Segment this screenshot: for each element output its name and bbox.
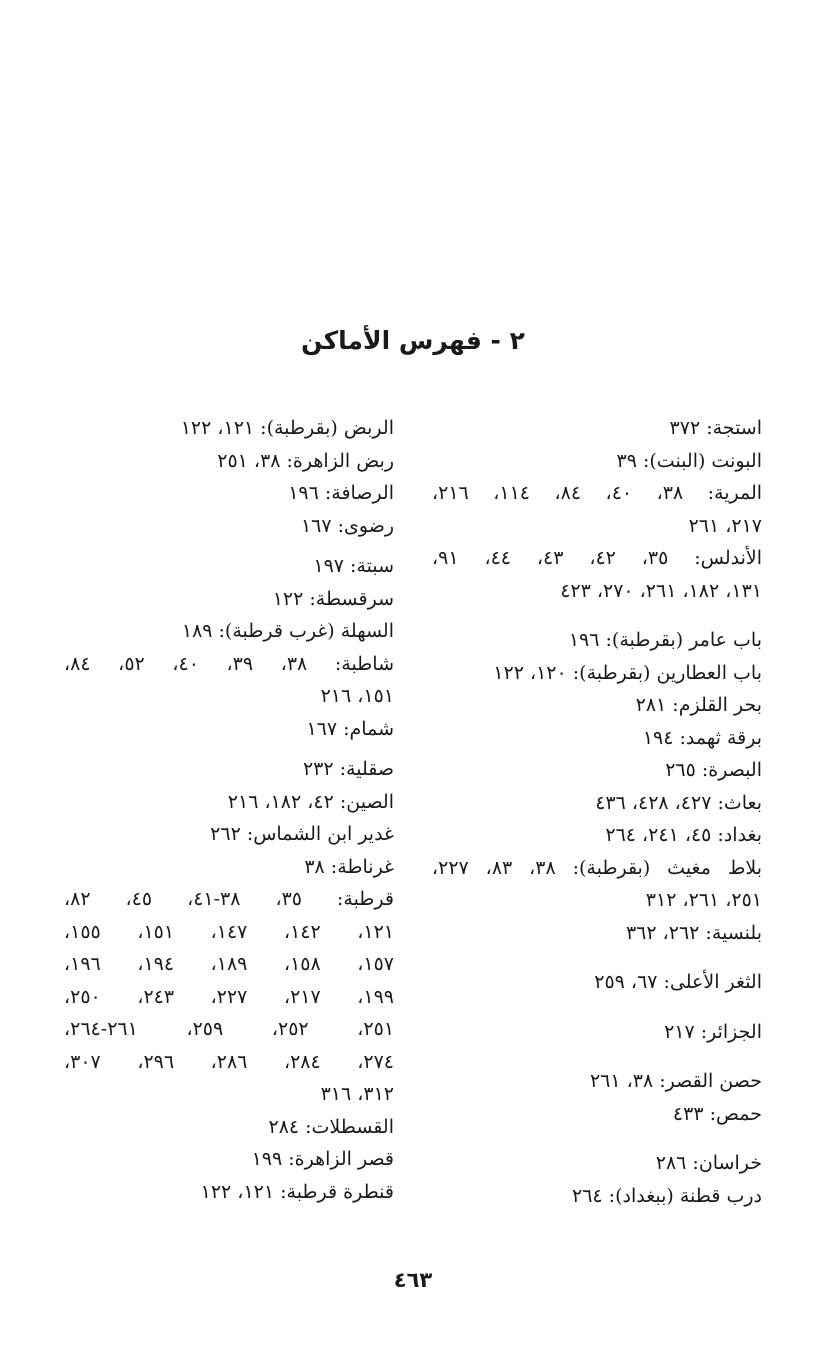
- page-number: ٤٦٣: [393, 1268, 433, 1292]
- index-column-right: [432, 412, 762, 1212]
- index-entry: ١٩٩، ٢١٧، ٢٢٧، ٢٤٣، ٢٥٠،: [64, 985, 395, 1008]
- index-entry: بلاط مغيث (بقرطبة): ٣٨، ٨٣، ٢٢٧،: [432, 856, 763, 879]
- index-entry: ٢١٧، ٢٦١: [688, 514, 762, 537]
- group-spacer: [432, 607, 762, 624]
- index-entry: الربض (بقرطبة): ١٢١، ١٢٢: [180, 417, 394, 439]
- index-entry: حصن القصر: ٣٨، ٢٦١: [589, 1070, 762, 1092]
- index-entry: بلنسية: ٢٦٢، ٣٦٢: [625, 921, 762, 944]
- index-entry: سرقسطة: ١٢٢: [272, 587, 394, 610]
- index-entry: الجزائر: ٢١٧: [664, 1020, 762, 1043]
- index-entry: شاطبة: ٣٨، ٣٩، ٤٠، ٥٢، ٨٤،: [64, 652, 395, 675]
- index-entry: بعاث: ٤٢٧، ٤٢٨، ٤٣٦: [595, 791, 762, 814]
- index-entry: درب قطنة (ببغداد): ٢٦٤: [572, 1184, 762, 1207]
- group-spacer: [432, 1048, 762, 1065]
- group-spacer: [432, 999, 762, 1016]
- index-entry: الصين: ٤٢، ١٨٢، ٢١٦: [227, 790, 394, 813]
- index-entry: باب عامر (بقرطبة): ١٩٦: [568, 629, 762, 651]
- index-entry: استجة: ٣٧٢: [669, 417, 762, 439]
- index-entry: البونت (البنت): ٣٩: [616, 449, 762, 472]
- index-entry: غرناطة: ٣٨: [304, 855, 394, 878]
- index-entry: برقة ثهمد: ١٩٤: [642, 726, 762, 749]
- index-entry: ١٥١، ٢١٦: [320, 685, 394, 707]
- group-spacer: [64, 542, 394, 550]
- index-entry: حمص: ٤٣٣: [672, 1102, 762, 1125]
- index-entry: ٢٧٤، ٢٨٤، ٢٨٦، ٢٩٦، ٣٠٧،: [64, 1050, 395, 1073]
- index-entry: القسطلات: ٢٨٤: [268, 1115, 394, 1138]
- index-entry: ١٥٧، ١٥٨، ١٨٩، ١٩٤، ١٩٦،: [64, 953, 395, 975]
- index-entry: الرصافة: ١٩٦: [288, 482, 394, 504]
- index-entry: ١٣١، ١٨٢، ٢٦١، ٢٧٠، ٤٢٣: [560, 579, 762, 602]
- index-entry: ربض الزاهرة: ٣٨، ٢٥١: [217, 449, 394, 472]
- index-entry: باب العطارين (بقرطبة): ١٢٠، ١٢٢: [493, 661, 762, 684]
- index-entry: قرطبة: ٣٥، ٣٨-٤١، ٤٥، ٨٢،: [64, 888, 394, 910]
- index-entry: ٣١٢، ٣١٦: [320, 1083, 394, 1105]
- index-entry: شمام: ١٦٧: [306, 717, 394, 740]
- index-entry: بغداد: ٤٥، ٢٤١، ٢٦٤: [605, 824, 762, 846]
- index-entry: رضوى: ١٦٧: [300, 514, 394, 537]
- index-entry: سبتة: ١٩٧: [313, 555, 394, 577]
- index-entry: ٢٥١، ٢٥٢، ٢٥٩، ٢٦١-٢٦٤،: [64, 1018, 395, 1040]
- index-entry: البصرة: ٢٦٥: [665, 759, 762, 781]
- index-entry: قنطرة قرطبة: ١٢١، ١٢٢: [200, 1180, 394, 1203]
- index-entry: المرية: ٣٨، ٤٠، ٨٤، ١١٤، ٢١٦،: [432, 482, 763, 504]
- index-entry: الثغر الأعلى: ٦٧، ٢٥٩: [594, 971, 762, 993]
- group-spacer: [432, 1130, 762, 1147]
- index-entry: السهلة (غرب قرطبة): ١٨٩: [181, 620, 394, 642]
- index-column-left: [64, 412, 394, 1208]
- index-entry: قصر الزاهرة: ١٩٩: [251, 1148, 394, 1170]
- index-entry: ٢٥١، ٢٦١، ٣١٢: [645, 889, 762, 911]
- index-entry: خراسان: ٢٨٦: [655, 1152, 762, 1174]
- group-spacer: [64, 745, 394, 753]
- index-entry: صقلية: ٢٣٢: [302, 758, 394, 780]
- group-spacer: [432, 949, 762, 966]
- index-entry: ١٢١، ١٤٢، ١٤٧، ١٥١، ١٥٥،: [64, 920, 395, 943]
- index-entry: الأندلس: ٣٥، ٤٢، ٤٣، ٤٤، ٩١،: [432, 547, 762, 569]
- index-entry: غدير ابن الشماس: ٢٦٢: [210, 823, 394, 845]
- index-title: ٢ - فهرس الأماكن: [301, 326, 525, 355]
- index-entry: بحر القلزم: ٢٨١: [635, 694, 762, 716]
